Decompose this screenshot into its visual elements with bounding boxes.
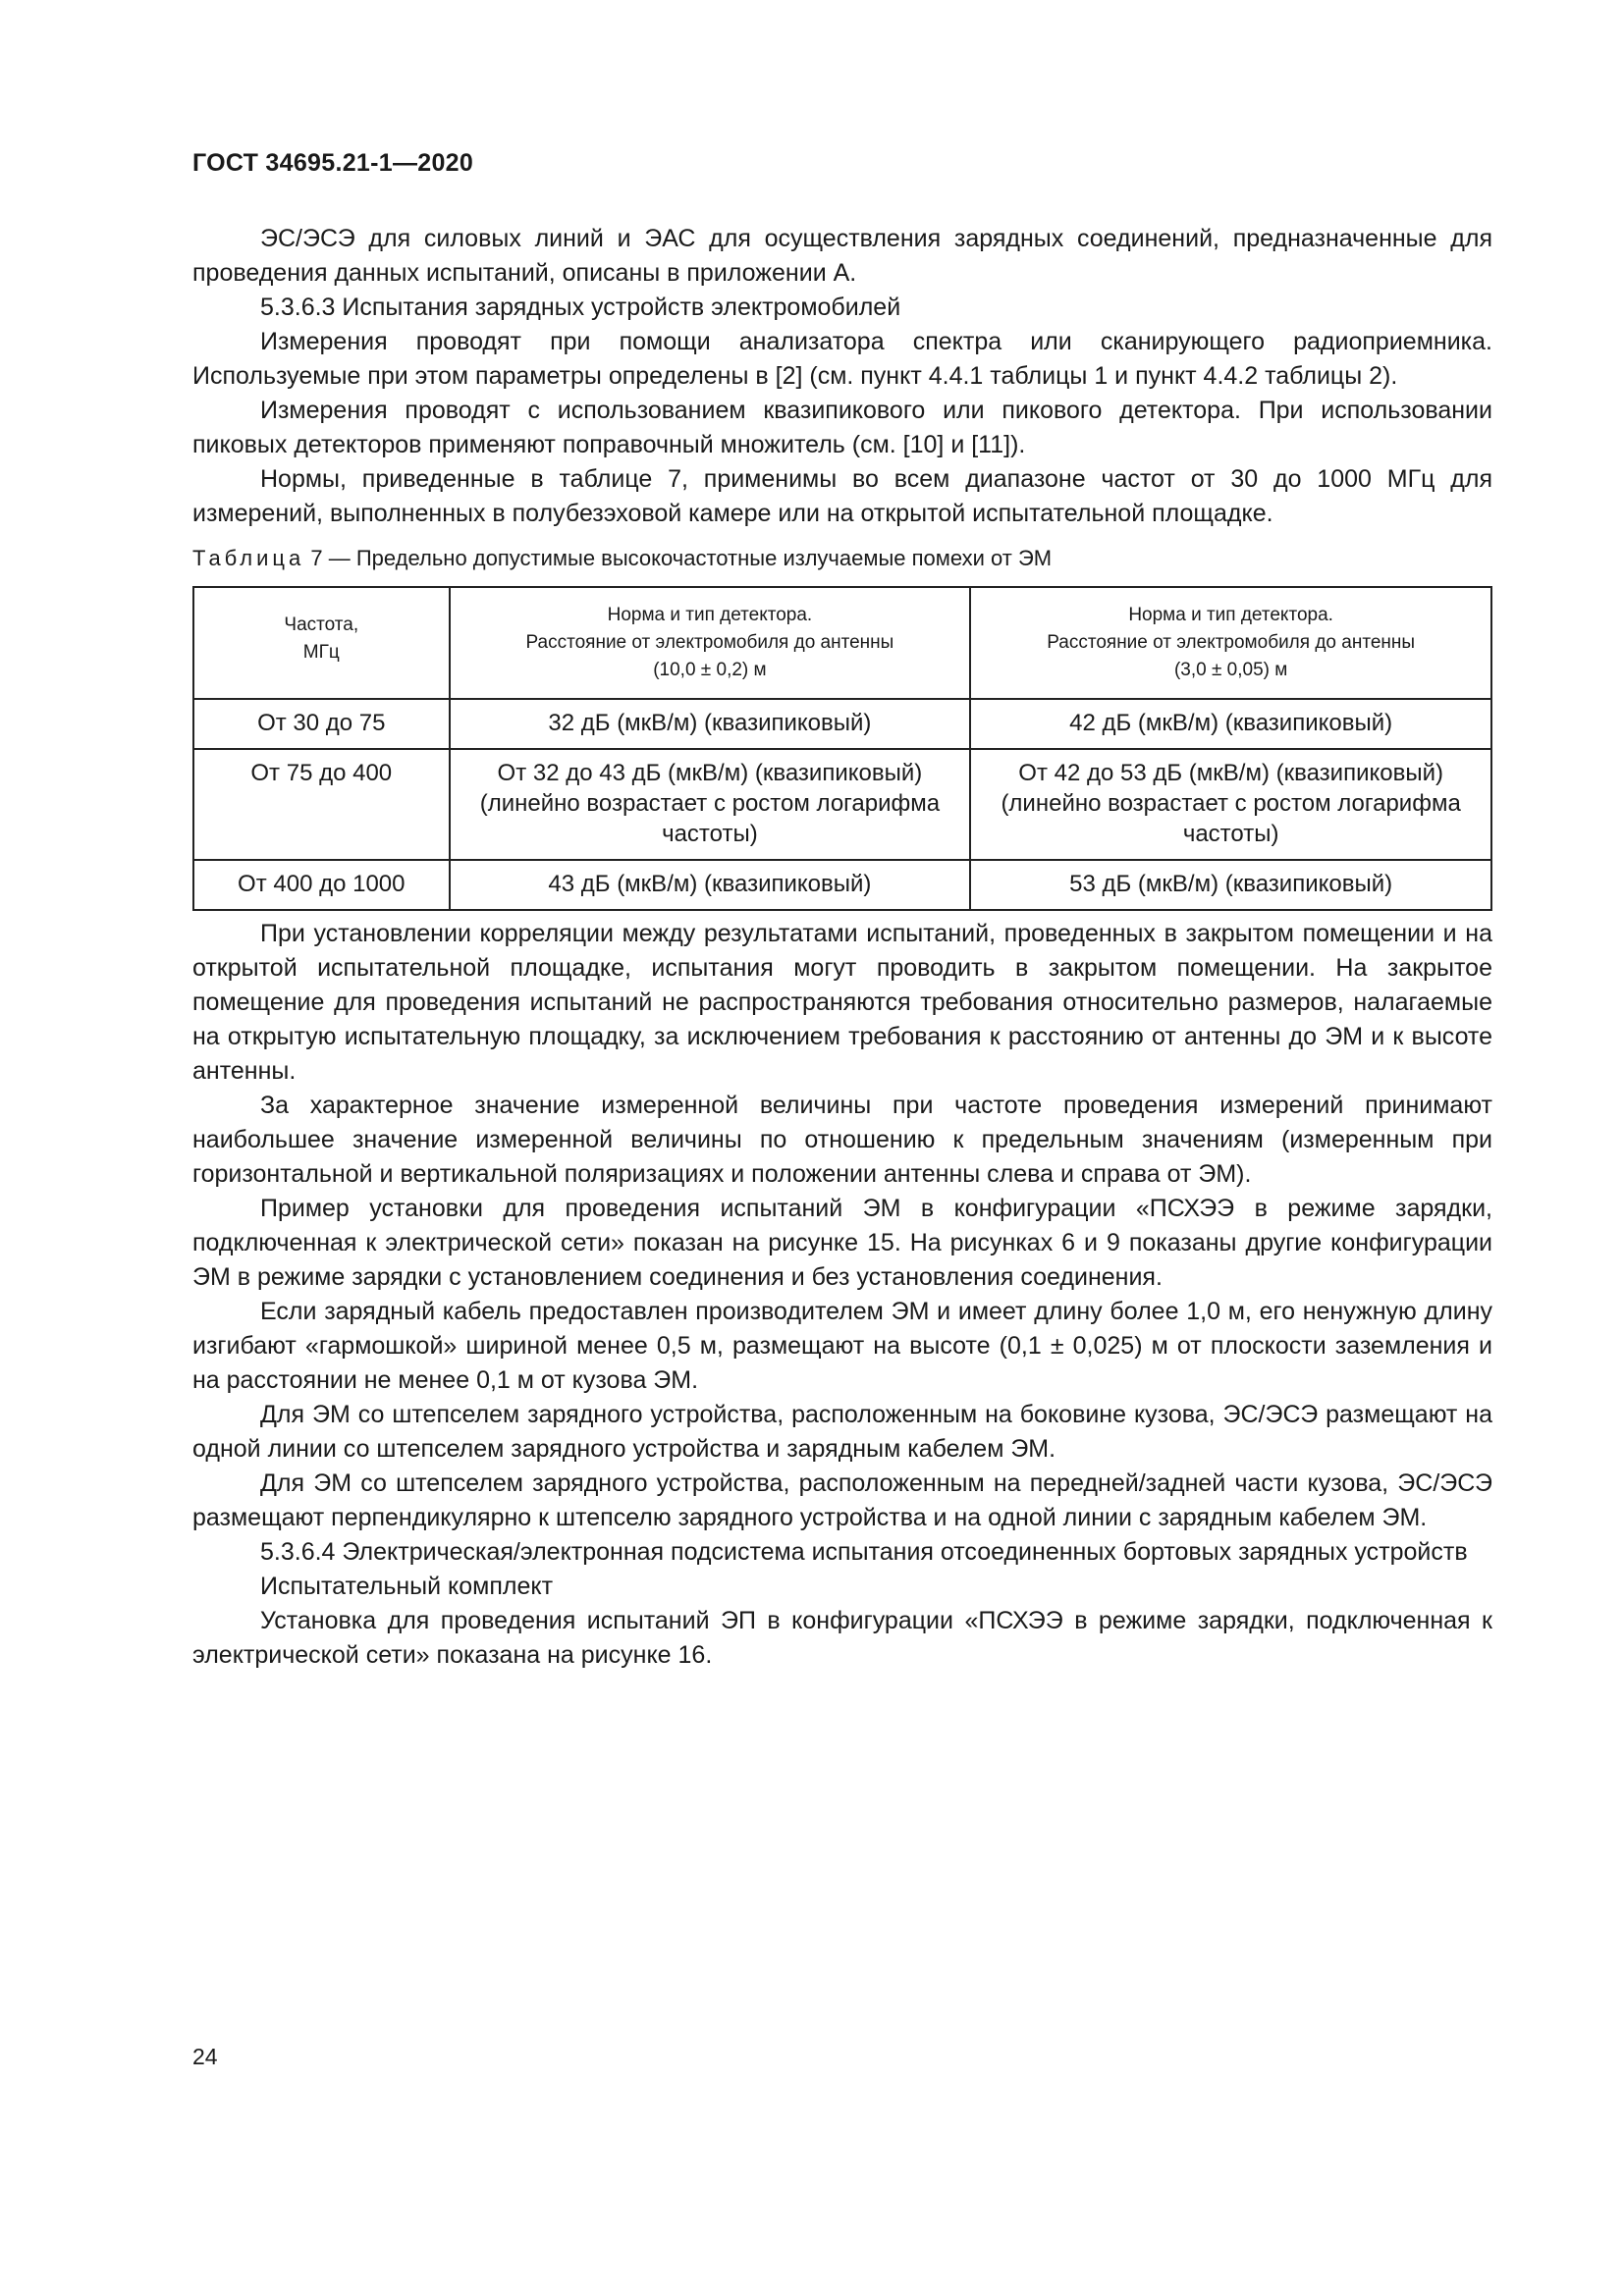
cell-norm-10m: 43 дБ (мкВ/м) (квазипиковый) (450, 860, 971, 910)
cell-norm-10m: От 32 до 43 дБ (мкВ/м) (квазипиковый) (линейно возрастает с ростом логарифма частоты) (450, 749, 971, 860)
subheading-test-kit: Испытательный комплект (260, 1573, 554, 1600)
paragraph: Пример установки для проведения испытаний ЭМ в конфигурации «ПСХЭЭ в режиме зарядки, подключенная к электрической сети» показан на рисунке 15. На рисунках 6 и 9 показаны другие конфигурации ЭМ в режиме зарядки с установлением соединения и без установления соединения. (192, 1195, 1492, 1291)
cell-frequency: От 400 до 1000 (193, 860, 450, 910)
table-caption-label: Таблица (192, 546, 305, 570)
table-row (193, 860, 1491, 910)
page-number: 24 (192, 2044, 218, 2069)
paragraph: Измерения проводят при помощи анализатора спектра или сканирующего радиоприемника. Используемые при этом параметры определены в [2] (см. пункт 4.4.1 таблицы 1 и пункт 4.4.2 таблицы 2). (192, 328, 1492, 390)
cell-norm-3m: 42 дБ (мкВ/м) (квазипиковый) (970, 699, 1491, 749)
header-norm-10m: Норма и тип детектора. Расстояние от электромобиля до антенны (10,0 ± 0,2) м (450, 587, 971, 699)
cell-frequency: От 30 до 75 (193, 699, 450, 749)
paragraph: ЭС/ЭСЭ для силовых линий и ЭАС для осуществления зарядных соединений, предназначенные для проведения данных испытаний, описаны в приложении А. (192, 225, 1492, 287)
table-caption (192, 546, 1052, 571)
paragraph: Измерения проводят с использованием квазипикового или пикового детектора. При использовании пиковых детекторов применяют поправочный множитель (см. [10] и [11]). (192, 397, 1492, 458)
cell-norm-3m: 53 дБ (мкВ/м) (квазипиковый) (970, 860, 1491, 910)
table-row (193, 749, 1491, 860)
header-norm-3m: Норма и тип детектора. Расстояние от электромобиля до антенны (3,0 ± 0,05) м (970, 587, 1491, 699)
table-row (193, 699, 1491, 749)
paragraph: Установка для проведения испытаний ЭП в конфигурации «ПСХЭЭ в режиме зарядки, подключенная к электрической сети» показана на рисунке 16. (192, 1607, 1492, 1669)
body-text (192, 917, 1492, 1673)
table-header-row (193, 587, 1491, 699)
paragraph: Нормы, приведенные в таблице 7, применимы во всем диапазоне частот от 30 до 1000 МГц для измерений, выполненных в полубезэховой камере или на открытой испытательной площадке. (192, 465, 1492, 527)
cell-norm-10m: 32 дБ (мкВ/м) (квазипиковый) (450, 699, 971, 749)
document-header: ГОСТ 34695.21-1—2020 (192, 149, 474, 177)
intro-text (192, 222, 1492, 531)
table-caption-text: 7 — Предельно допустимые высокочастотные излучаемые помехи от ЭМ (310, 546, 1053, 570)
section-heading-5-3-6-4: 5.3.6.4 Электрическая/электронная подсистема испытания отсоединенных бортовых зарядных устройств (260, 1538, 1468, 1566)
paragraph: Если зарядный кабель предоставлен производителем ЭМ и имеет длину более 1,0 м, его ненужную длину изгибают «гармошкой» шириной менее 0,5 м, размещают на высоте (0,1 ± 0,025) м от плоскости заземления и на расстоянии не менее 0,1 м от кузова ЭМ. (192, 1298, 1492, 1394)
header-frequency: Частота, МГц (193, 587, 450, 699)
limits-table (192, 586, 1492, 911)
paragraph: При установлении корреляции между результатами испытаний, проведенных в закрытом помещении и на открытой испытательной площадке, испытания могут проводить в закрытом помещении. На закрытое помещение для проведения испытаний не распространяются требования относительно размеров, налагаемые на открытую испытательную площадку, за исключением требования к расстоянию от антенны до ЭМ и к высоте антенны. (192, 920, 1492, 1085)
cell-frequency: От 75 до 400 (193, 749, 450, 860)
paragraph: За характерное значение измеренной величины при частоте проведения измерений принимают наибольшее значение измеренной величины по отношению к предельным значениям (измеренным при горизонтальной и вертикальной поляризациях и положении антенны слева и справа от ЭМ). (192, 1092, 1492, 1188)
paragraph: Для ЭМ со штепселем зарядного устройства, расположенным на передней/задней части кузова, ЭС/ЭСЭ размещают перпендикулярно к штепселю зарядного устройства и на одной линии с зарядным кабелем ЭМ. (192, 1469, 1492, 1531)
paragraph: Для ЭМ со штепселем зарядного устройства, расположенным на боковине кузова, ЭС/ЭСЭ размещают на одной линии со штепселем зарядного устройства и зарядным кабелем ЭМ. (192, 1401, 1492, 1463)
cell-norm-3m: От 42 до 53 дБ (мкВ/м) (квазипиковый) (линейно возрастает с ростом логарифма частоты) (970, 749, 1491, 860)
section-heading-5-3-6-3: 5.3.6.3 Испытания зарядных устройств электромобилей (260, 294, 901, 321)
